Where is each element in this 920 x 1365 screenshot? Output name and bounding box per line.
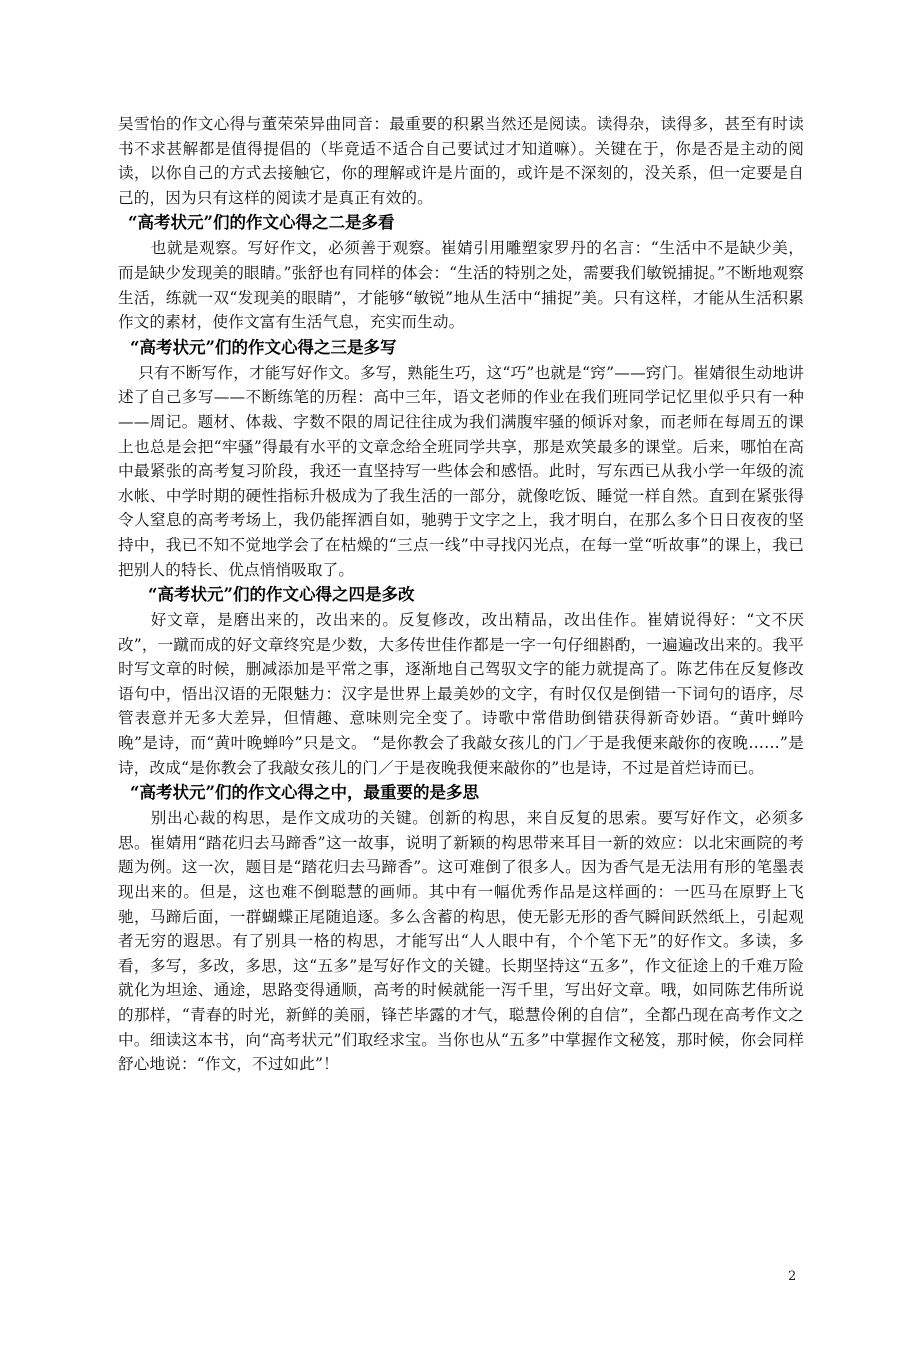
paragraph-think-more: 别出心裁的构思，是作文成功的关键。创新的构思，来自反复的思索。要写好作文，必须多思。崔婧用“踏花归去马蹄香”这一故事，说明了新颖的构思带来耳目一新的效应：以北宋画院的考题为例。这一次，题目是“踏花归去马蹄香”。这可难倒了很多人。因为香气是无法用有形的笔墨表现出来的。但是，这也难不倒聪慧的画师。其中有一幅优秀作品是这样画的：一匹马在原野上飞驰，马蹄后面，一群蝴蝶正尾随追逐。多么含蓄的构思，使无影无形的香气瞬间跃然纸上，引起观者无穷的遐思。有了别具一格的构思，才能写出“人人眼中有，个个笔下无”的好作文。多读，多看，多写，多改，多思，这“五多”是写好作文的关键。长期坚持这“五多”，作文征途上的千难万险就化为坦途、通途，思路变得通顺，高考的时候就能一泻千里，写出好文章。哦，如同陈艺伟所说的那样，“青春的时光，新鲜的美丽，锋芒毕露的才气，聪慧伶俐的自信”，全都凸现在高考作文之中。细读这本书，向“高考状元”们取经求宝。当你也从“五多”中掌握作文秘笈，那时候，你会同样舒心地说：“作文，不过如此”！ xyxy=(118,809,804,1074)
paragraph-reading: 吴雪怡的作文心得与董荣荣异曲同音：最重要的积累当然还是阅读。读得杂，读得多，甚至有时读书不求甚解都是值得提倡的（毕竟适不适合自己要试过才知道嘛）。关键在于，你是否是主动的阅读，以你自己的方式去接触它，你的理解或许是片面的，或许是不深刻的，没关系，但一定要是自己的，因为只有这样的阅读才是真正有效的。 xyxy=(118,115,804,207)
heading-observe-more: “高考状元”们的作文心得之二是多看 xyxy=(128,213,395,233)
heading-write-more: “高考状元”们的作文心得之三是多写 xyxy=(130,337,397,357)
paragraph-revise-more: 好文章，是磨出来的，改出来的。反复修改，改出精品，改出佳作。崔婧说得好：“文不厌改”，一蹴而成的好文章终究是少数，大多传世佳作都是一字一句仔细斟酌，一遍遍改出来的。我平时写文章的时候，删减添加是平常之事，逐渐地自己驾驭文字的能力就提高了。陈艺伟在反复修改语句中，悟出汉语的无限魅力：汉字是世界上最美妙的文字，有时仅仅是倒错一下词句的语序，尽管表意并无多大差异，但情趣、意味则完全变了。诗歌中常借助倒错获得新奇妙语。“黄叶蝉吟晚”是诗，而“黄叶晚蝉吟”只是文。 “是你教会了我敲女孩儿的门／于是我便来敲你的夜晚……”是诗，改成“是你教会了我敲女孩儿的门／于是夜晚我便来敲你的”也是诗，不过是首烂诗而已。 xyxy=(118,611,804,777)
heading-revise-more: “高考状元”们的作文心得之四是多改 xyxy=(148,585,415,605)
document-body xyxy=(118,112,804,1077)
paragraph-observe-more: 也就是观察。写好作文，必须善于观察。崔婧引用雕塑家罗丹的名言：“生活中不是缺少美，而是缺少发现美的眼睛。”张舒也有同样的体会：“生活的特别之处，需要我们敏锐捕捉。”不断地观察生活，练就一双“发现美的眼睛”，才能够“敏锐”地从生活中“捕捉”美。只有这样，才能从生活积累作文的素材，使作文富有生活气息，充实而生动。 xyxy=(118,239,804,332)
page-number: 2 xyxy=(788,1269,797,1284)
paragraph-write-more: 只有不断写作，才能写好作文。多写，熟能生巧，这“巧”也就是“窍”——窍门。崔婧很生动地讲述了自己多写——不断练笔的历程：高中三年，语文老师的作业在我们班同学记忆里似乎只有一种——周记。题材、体裁、字数不限的周记往往成为我们满腹牢骚的倾诉对象，而老师在每周五的课上也总是会把“牢骚”得最有水平的文章念给全班同学共享，那是欢笑最多的课堂。后来，哪怕在高中最紧张的高考复习阶段，我还一直坚持写一些体会和感悟。此时，写东西已从我小学一年级的流水帐、中学时期的硬性指标升极成为了我生活的一部分，就像吃饭、睡觉一样自然。直到在紧张得令人窒息的高考考场上，我仍能挥洒自如，驰骋于文字之上，我才明白，在那么多个日日夜夜的坚持中，我已不知不觉地学会了在枯燥的“三点一线”中寻找闪光点，在每一堂“听故事”的课上，我已把别人的特长、优点悄悄吸取了。 xyxy=(118,363,804,579)
heading-think-more: “高考状元”们的作文心得之中，最重要的是多思 xyxy=(130,783,479,803)
